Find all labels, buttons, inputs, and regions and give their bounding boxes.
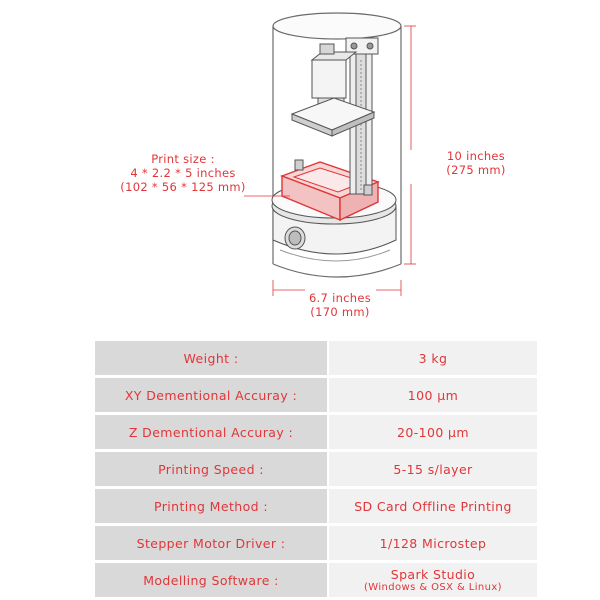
spec-row-stepper-driver: [95, 526, 537, 560]
spec-value: [327, 563, 537, 597]
spec-value: SD Card Offline Printing: [327, 489, 537, 523]
width-inches: 6.7 inches: [308, 291, 372, 305]
spec-label: XY Dementional Accuray :: [95, 378, 327, 412]
spec-row-printing-method: [95, 489, 537, 523]
spec-value: 5-15 s/layer: [327, 452, 537, 486]
spec-label: Stepper Motor Driver :: [95, 526, 327, 560]
spec-value-sub: (Windows & OSX & Linux): [364, 581, 502, 593]
spec-label: Printing Method :: [95, 489, 327, 523]
width-dimension-label: [298, 291, 382, 319]
spec-value-main: Spark Studio: [390, 566, 476, 582]
spec-table: [95, 338, 537, 600]
spec-row-xy-accuracy: [95, 378, 537, 412]
spec-row-printing-speed: [95, 452, 537, 486]
spec-label: Printing Speed :: [95, 452, 327, 486]
spec-label: Weight :: [95, 341, 327, 375]
print-size-label: [108, 152, 258, 194]
spec-value: 100 μm: [327, 378, 537, 412]
spec-value: 20-100 μm: [327, 415, 537, 449]
spec-label: Z Dementional Accuray :: [95, 415, 327, 449]
height-inches: 10 inches: [446, 149, 506, 163]
spec-label: Modelling Software :: [95, 563, 327, 597]
height-mm: (275 mm): [446, 163, 506, 177]
spec-value: 3 kg: [327, 341, 537, 375]
width-mm: (170 mm): [310, 305, 370, 319]
spec-value: 1/128 Microstep: [327, 526, 537, 560]
height-dimension-label: [434, 149, 518, 177]
spec-row-weight: [95, 341, 537, 375]
print-size-mm: (102 * 56 * 125 mm): [120, 180, 246, 194]
print-size-inches: 4 * 2.2 * 5 inches: [130, 166, 236, 180]
print-size-title: Print size :: [151, 152, 215, 166]
spec-row-modelling-software: [95, 563, 537, 597]
spec-row-z-accuracy: [95, 415, 537, 449]
